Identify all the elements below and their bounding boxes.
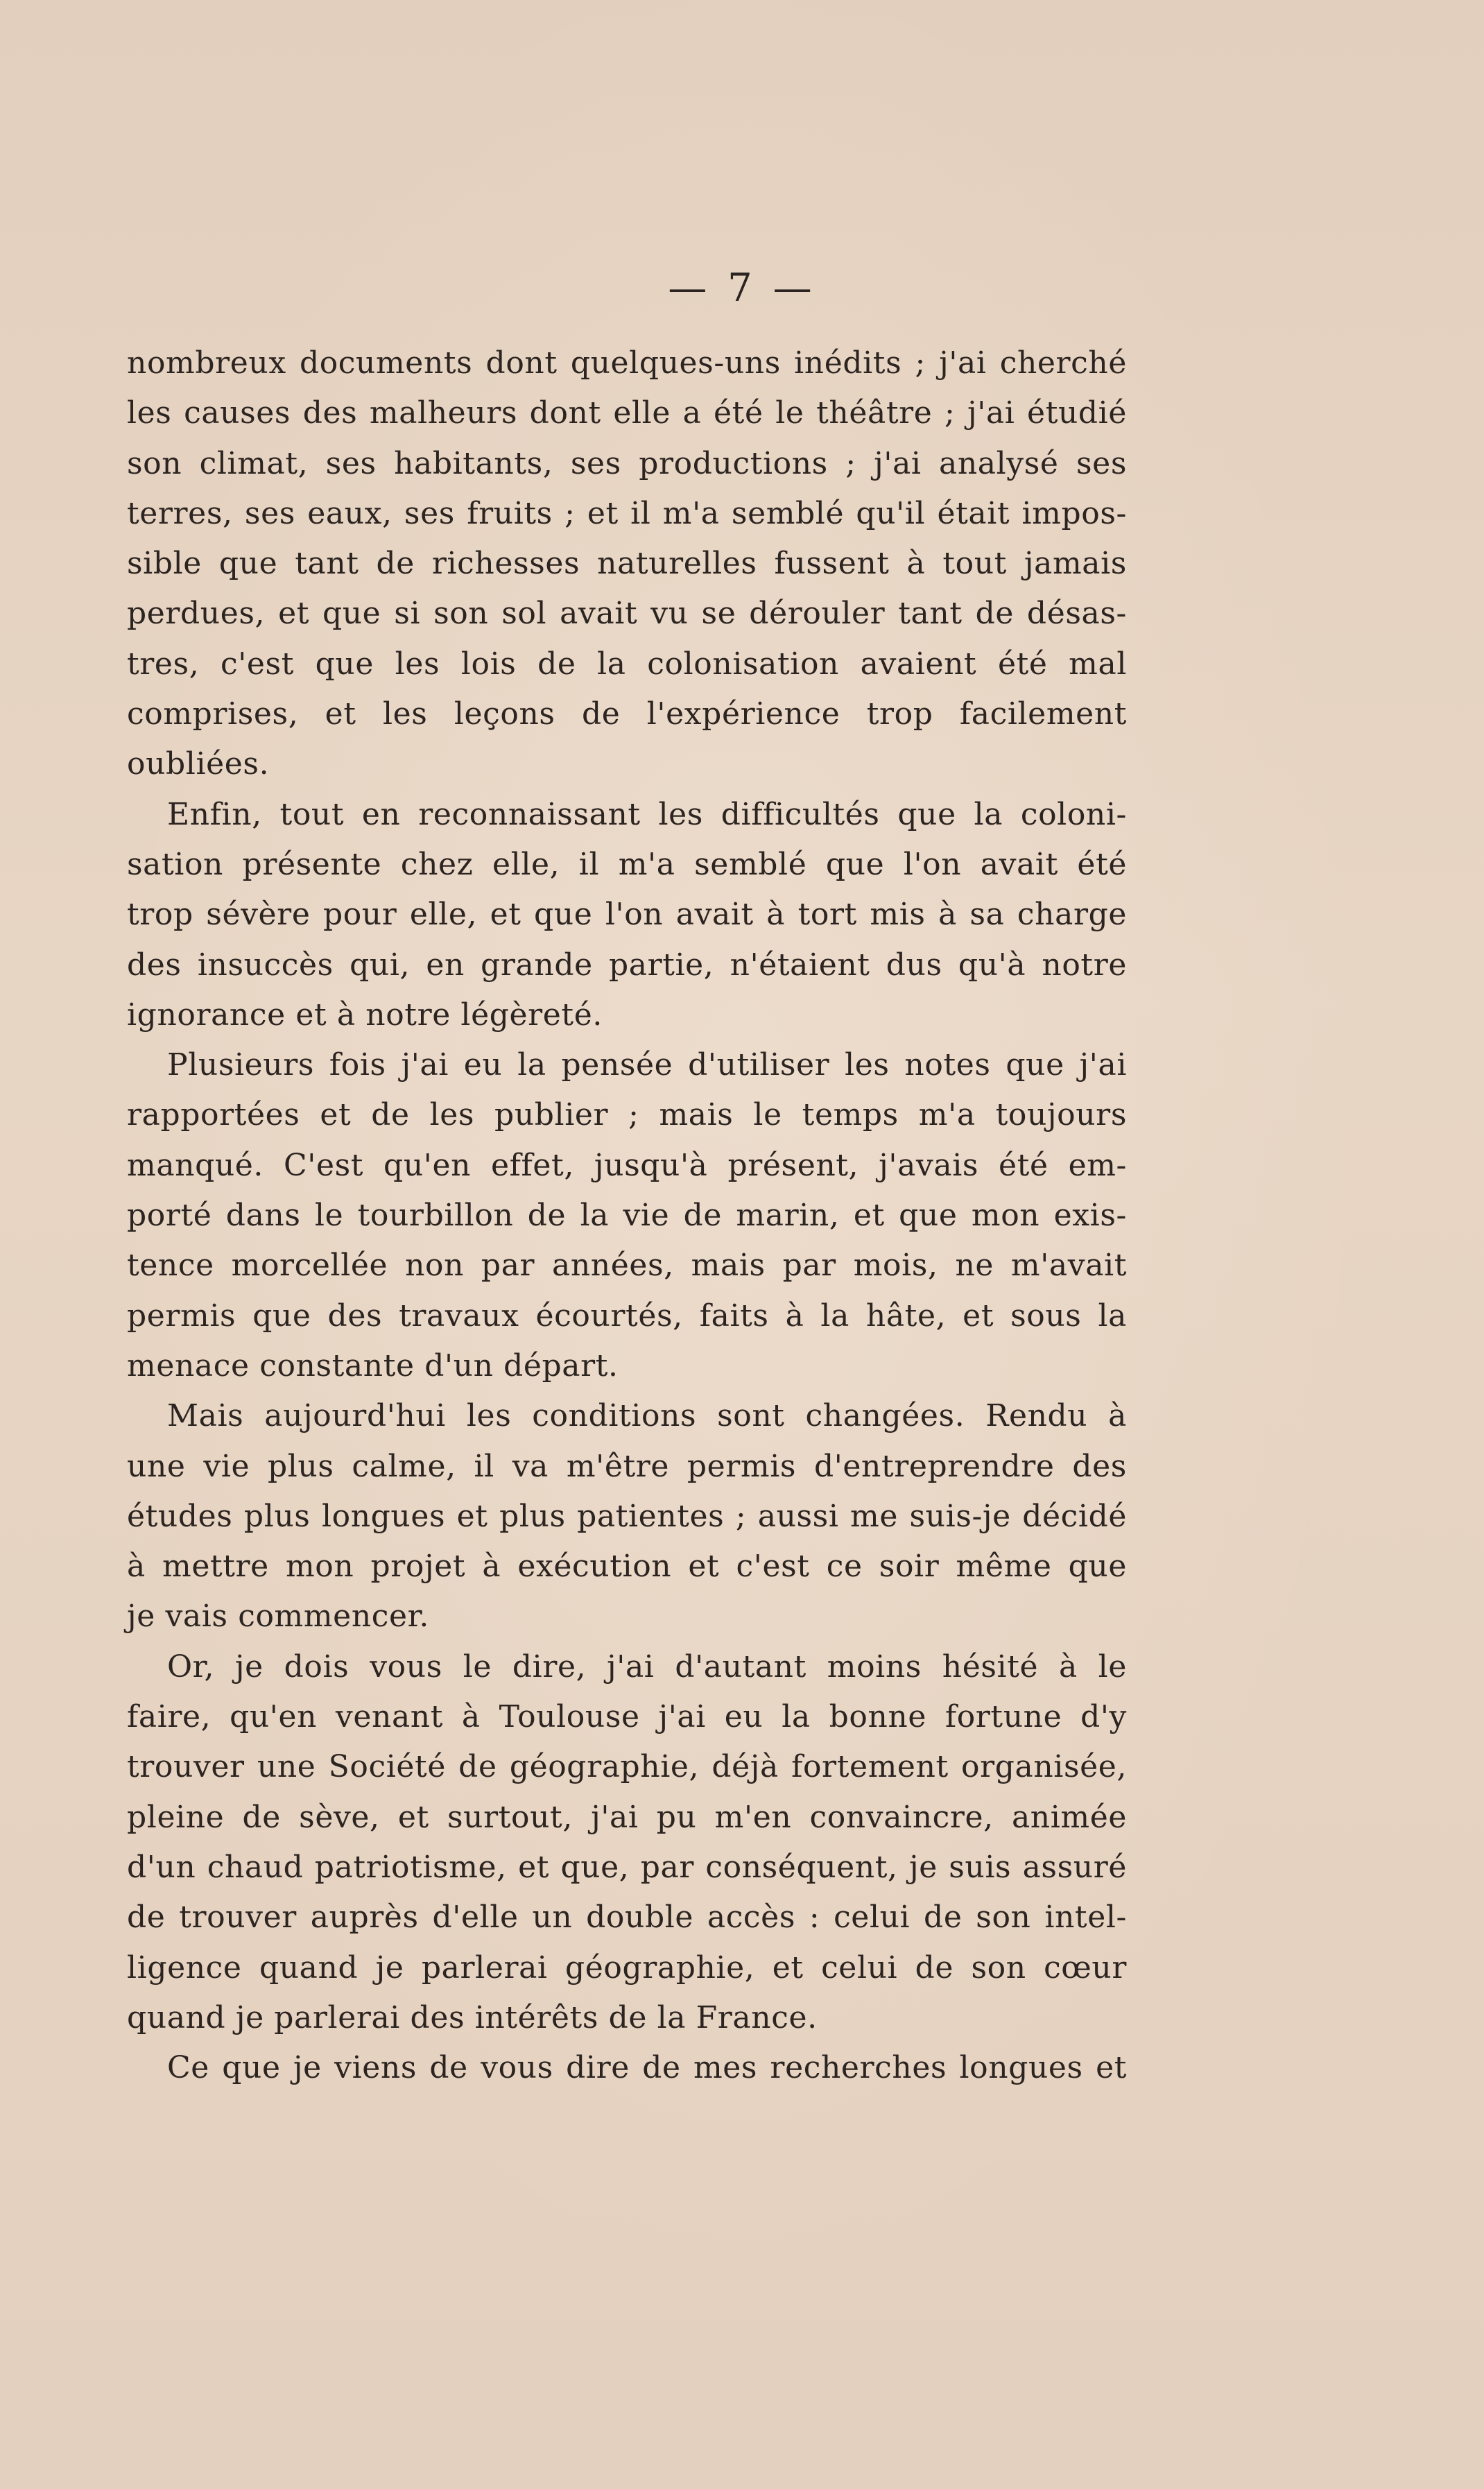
text-line: ligence quand je parlerai géographie, et celui de son cœur bbox=[127, 1949, 1127, 1986]
text-line: ignorance et à notre légèreté. bbox=[127, 997, 603, 1033]
text-line: les causes des malheurs dont elle a été le théâtre ; j'ai étudié bbox=[127, 395, 1127, 431]
text-line: Plusieurs fois j'ai eu la pensée d'utiliser les notes que j'ai bbox=[167, 1047, 1127, 1083]
text-line: une vie plus calme, il va m'être permis d'entreprendre des bbox=[127, 1448, 1127, 1484]
text-line: comprises, et les leçons de l'expérience trop facilement bbox=[127, 696, 1127, 732]
text-line: tres, c'est que les lois de la colonisation avaient été mal bbox=[127, 646, 1127, 682]
text-line: à mettre mon projet à exécution et c'est ce soir même que bbox=[127, 1549, 1127, 1585]
text-line: manqué. C'est qu'en effet, jusqu'à présent, j'avais été em- bbox=[127, 1147, 1127, 1183]
text-line: permis que des travaux écourtés, faits à la hâte, et sous la bbox=[127, 1298, 1127, 1334]
page-number: — 7 — bbox=[668, 266, 816, 311]
text-line: sation présente chez elle, il m'a semblé que l'on avait été bbox=[127, 846, 1127, 882]
text-line: études plus longues et plus patientes ; aussi me suis-je décidé bbox=[127, 1498, 1127, 1534]
text-line: trop sévère pour elle, et que l'on avait à tort mis à sa charge bbox=[127, 897, 1127, 933]
text-line: porté dans le tourbillon de la vie de marin, et que mon exis- bbox=[127, 1198, 1127, 1234]
text-line: nombreux documents dont quelques-uns inédits ; j'ai cherché bbox=[127, 345, 1127, 381]
text-line: d'un chaud patriotisme, et que, par conséquent, je suis assuré bbox=[127, 1849, 1127, 1885]
text-line: pleine de sève, et surtout, j'ai pu m'en convaincre, animée bbox=[127, 1799, 1127, 1835]
text-line: des insuccès qui, en grande partie, n'étaient dus qu'à notre bbox=[127, 947, 1127, 983]
text-line: oubliées. bbox=[127, 746, 270, 782]
text-line: Or, je dois vous le dire, j'ai d'autant moins hésité à le bbox=[167, 1648, 1127, 1685]
text-line: Enfin, tout en reconnaissant les difficultés que la coloni- bbox=[167, 796, 1127, 832]
body-text bbox=[127, 338, 1127, 2093]
text-line: trouver une Société de géographie, déjà fortement organisée, bbox=[127, 1749, 1127, 1785]
text-line: menace constante d'un départ. bbox=[127, 1347, 619, 1384]
text-line: je vais commencer. bbox=[127, 1599, 430, 1635]
text-line: sible que tant de richesses naturelles fussent à tout jamais bbox=[127, 546, 1127, 582]
text-line: rapportées et de les publier ; mais le temps m'a toujours bbox=[127, 1097, 1127, 1133]
text-line: quand je parlerai des intérêts de la France. bbox=[127, 1999, 818, 2035]
text-line: Mais aujourd'hui les conditions sont changées. Rendu à bbox=[167, 1398, 1127, 1434]
text-line: Ce que je viens de vous dire de mes recherches longues et bbox=[167, 2050, 1127, 2086]
text-line: terres, ses eaux, ses fruits ; et il m'a semblé qu'il était impos- bbox=[127, 495, 1127, 531]
text-line: de trouver auprès d'elle un double accès : celui de son intel- bbox=[127, 1900, 1127, 1936]
text-line: tence morcellée non par années, mais par mois, ne m'avait bbox=[127, 1248, 1127, 1284]
text-line: perdues, et que si son sol avait vu se dérouler tant de désas- bbox=[127, 596, 1127, 632]
text-line: son climat, ses habitants, ses productions ; j'ai analysé ses bbox=[127, 445, 1127, 481]
text-line: faire, qu'en venant à Toulouse j'ai eu la bonne fortune d'y bbox=[127, 1699, 1127, 1735]
